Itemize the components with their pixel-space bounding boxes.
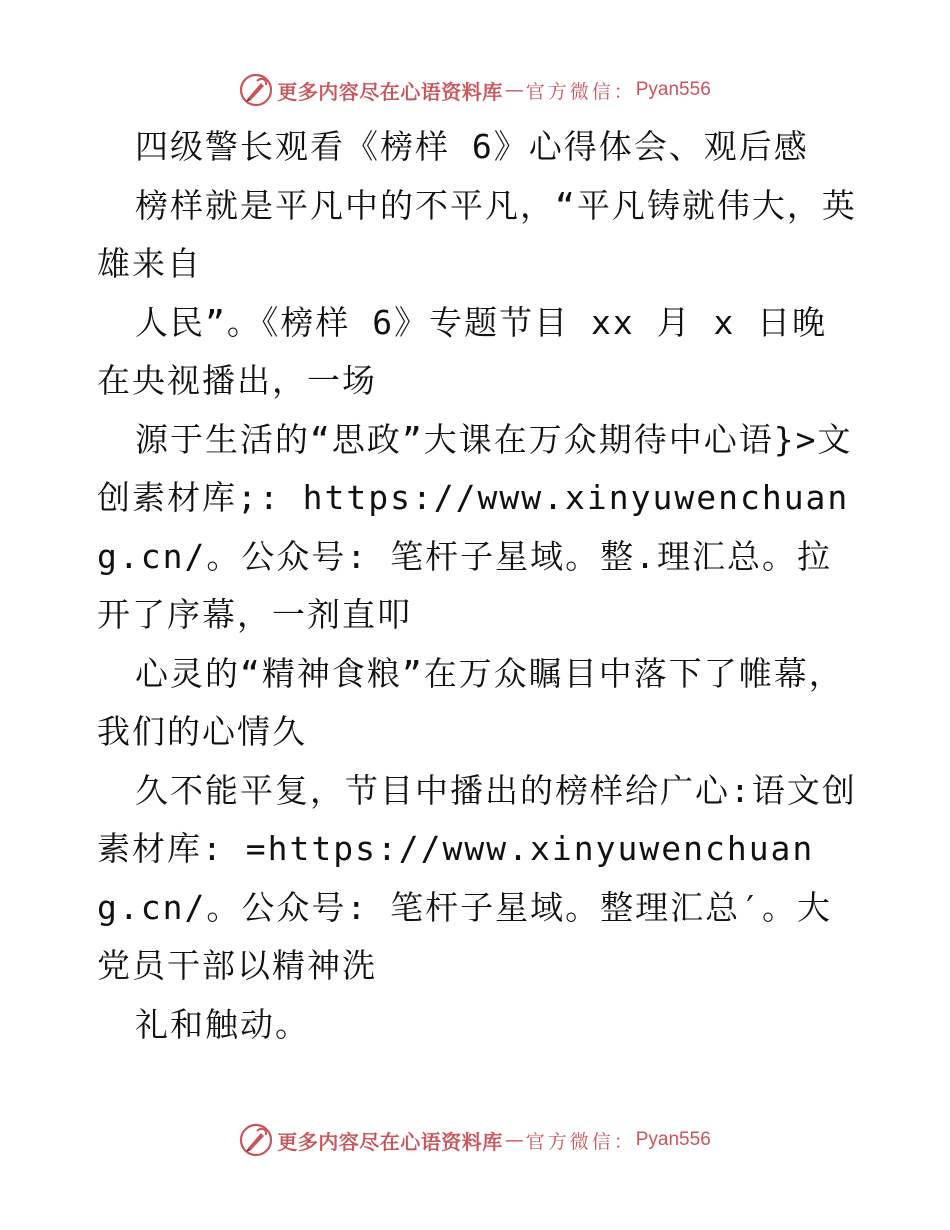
header-banner [0,70,950,110]
paragraph: 礼和触动。 [135,1004,310,1044]
banner-wechat-label: 官方微信： [525,1130,636,1153]
banner-separator: — [504,79,524,101]
banner-brand-text: 更多内容尽在心语资料库 [277,1129,503,1154]
paragraph: 榜样就是平凡中的不平凡，“平凡铸就伟大，英雄来自 [97,185,857,283]
footer-banner [0,1120,950,1160]
banner-wechat-id: Pyan556 [635,1129,711,1150]
paragraph: 人民”。《榜样 6》专题节目 xx 月 x 日晚在央视播出，一场 [97,302,828,400]
pen-logo-icon [239,73,273,107]
document-title: 四级警长观看《榜样 6》心得体会、观后感 [135,127,809,166]
banner-brand-text: 更多内容尽在心语资料库 [277,79,503,104]
paragraph: 源于生活的“思政”大课在万众期待中心语}>文创素材库;: https://www.xinyuwenchuang.cn/。公众号: 笔杆子星域。整.理汇总。拉开了序幕，一剂直叩 [97,419,853,634]
banner-wechat-label: 官方微信： [525,80,636,103]
paragraph: 久不能平复，节目中播出的榜样给广心:语文创素材库: =https://www.xinyuwenchuang.cn/。公众号: 笔杆子星域。整理汇总′。大党员干部以精神洗 [97,770,857,985]
banner-separator: — [504,1129,524,1151]
document-body [97,118,857,1054]
paragraph: 心灵的“精神食粮”在万众瞩目中落下了帷幕，我们的心情久 [97,653,844,751]
pen-logo-icon [239,1123,273,1157]
banner-wechat-id: Pyan556 [635,79,711,100]
